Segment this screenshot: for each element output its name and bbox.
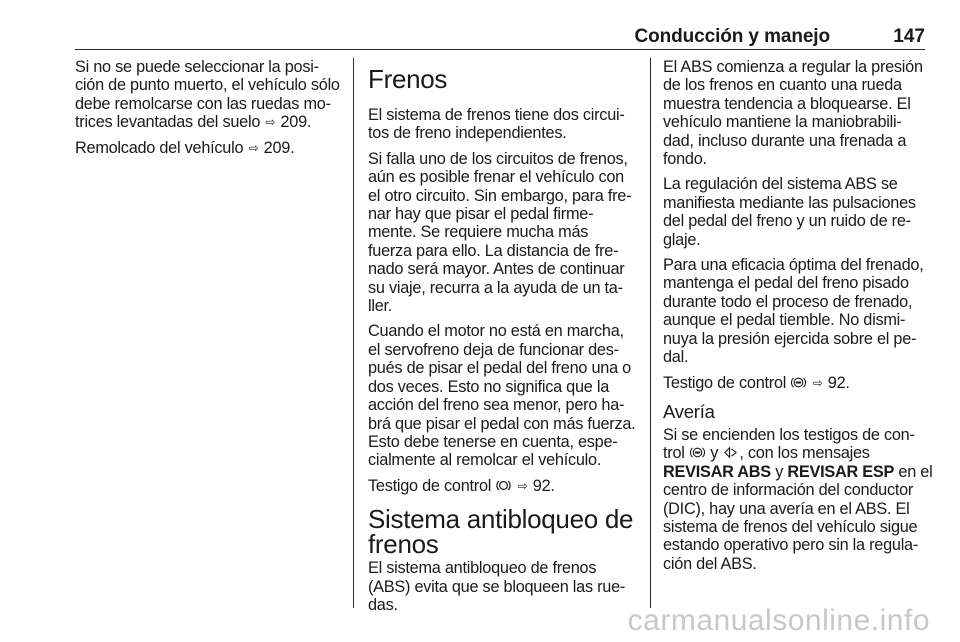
page-reference-arrow-icon: ⇨ — [812, 375, 823, 390]
heading-averia: Avería — [663, 400, 715, 422]
column-2 — [368, 58, 636, 621]
section-title: Conducción y manejo — [634, 26, 830, 47]
page-reference-link[interactable]: 209. — [280, 113, 312, 132]
paragraph-abs-pulses: La regulación del sistema ABS se manifiesta mediante las pulsaciones del pedal del freno y un ruido de re- glaje. — [663, 175, 916, 249]
page-reference-link[interactable]: 209. — [263, 138, 295, 157]
brake-warning-icon — [496, 479, 511, 492]
page-header — [75, 27, 925, 50]
message-revisar-abs: REVISAR ABS — [663, 462, 771, 481]
heading-abs: Sistema antibloqueo de frenos — [368, 504, 634, 560]
paragraph-neutral-position: Si no se puede seleccionar la posi- ción de punto muerto, el vehículo sólo debe remolcarse con las ruedas mo- trices levantadas del suelo ⇨ 209. — [75, 58, 340, 132]
heading-frenos: Frenos — [368, 64, 448, 94]
paragraph-abs-warning-light: Testigo de control ⇨ 92. — [663, 373, 850, 392]
page-reference-link[interactable]: 92. — [532, 476, 555, 495]
message-revisar-esp: REVISAR ESP — [787, 462, 895, 481]
paragraph-towing: Remolcado del vehículo ⇨ 209. — [75, 138, 295, 157]
paragraph-circuit-failure: Si falla uno de los circuitos de frenos, aún es posible frenar el vehículo con el otro circuito. Sin embargo, para fre- nar hay que pisar el pedal firme- mente. Se requiere mucha más fuerza para ello. La distancia de fre- nado será mayor. Antes de continuar su viaje, recurra a la ayuda de un ta- ller. — [368, 149, 632, 316]
paragraph-abs-intro: El sistema antibloqueo de frenos (ABS) evita que se bloqueen las rue- das. — [368, 559, 626, 614]
watermark: carmanualsonline.info — [627, 604, 930, 637]
paragraph-brake-warning-light: Testigo de control ⇨ 92. — [368, 476, 555, 495]
page-reference-arrow-icon: ⇨ — [517, 478, 528, 493]
column-divider-1 — [353, 58, 354, 608]
column-1 — [75, 58, 347, 164]
page-reference-arrow-icon: ⇨ — [248, 140, 259, 155]
abs-warning-icon — [690, 446, 705, 459]
abs-warning-icon — [791, 376, 806, 389]
paragraph-optimal-braking: Para una eficacia óptima del frenado, mantenga el pedal del freno pisado durante todo el proceso de frenado, aunque el pedal tiemble. No dismi- nuya la presión ejercida sobre el pe- dal. — [663, 256, 924, 367]
page-reference-arrow-icon: ⇨ — [265, 115, 276, 130]
paragraph-brake-circuits: El sistema de frenos tiene dos circui- tos de freno independientes. — [368, 106, 625, 143]
page-reference-link[interactable]: 92. — [827, 373, 850, 392]
paragraph-abs-regulation: El ABS comienza a regular la presión de los frenos en cuanto una rueda muestra tendencia a bloquearse. El vehículo mantiene la maniobrabili- dad, incluso durante una frenada a fondo. — [663, 58, 923, 169]
paragraph-servo-brake: Cuando el motor no está en marcha, el servofreno deja de funcionar des- pués de pisar el pedal del freno una o dos veces. Esto no significa que la acción del freno sea menor, pero ha- brá que pisar el pedal con más fuerza. Esto debe tenerse en cuenta, espe- cialmente al remolcar el vehículo. — [368, 322, 636, 470]
column-divider-2 — [650, 58, 651, 608]
column-3 — [663, 58, 933, 580]
esp-warning-icon — [723, 446, 738, 459]
page-number: 147 — [893, 26, 925, 47]
paragraph-abs-fault: Si se encienden los testigos de con- trol y , con los mensajes REVISAR ABS y REVISAR ESP en el centro de información del conductor (DIC), hay una avería en el ABS. El sistema de frenos del vehículo sigue estando operativo pero sin la regula- ción del ABS. — [663, 425, 933, 573]
